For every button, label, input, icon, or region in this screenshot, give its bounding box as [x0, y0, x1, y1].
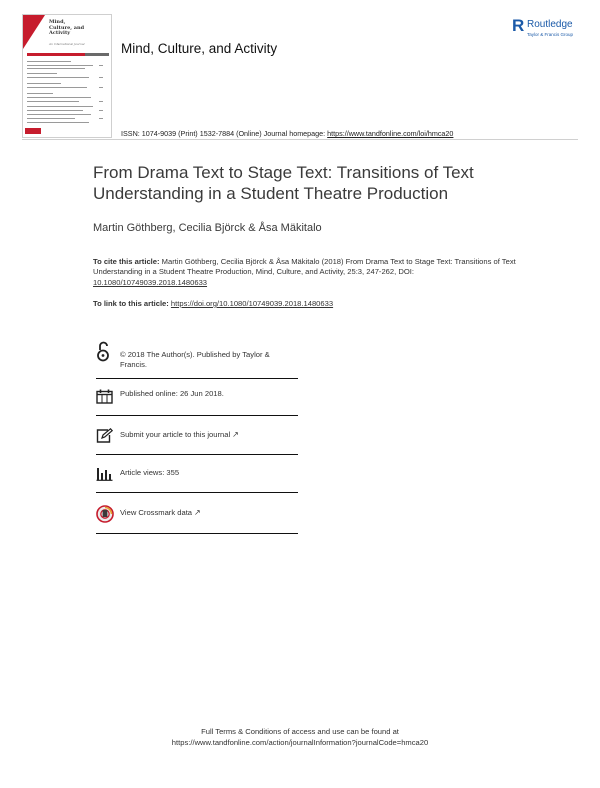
- cover-title-line: Mind,: [49, 19, 66, 25]
- routledge-r-icon: R: [512, 16, 525, 35]
- cover-toc-line: [27, 122, 89, 123]
- cover-toc-line: [27, 77, 89, 78]
- journal-homepage-link[interactable]: https://www.tandfonline.com/loi/hmca20: [327, 129, 454, 138]
- doi-link[interactable]: 10.1080/10749039.2018.1480633: [93, 277, 208, 287]
- cover-toc-line: [27, 65, 93, 66]
- article-authors: Martin Göthberg, Cecilia Björck & Åsa Mäkitalo: [93, 222, 322, 234]
- crossmark-link[interactable]: [120, 505, 201, 518]
- bar-chart-icon: [96, 467, 120, 481]
- cover-toc-page: [99, 65, 103, 66]
- journal-cover-thumbnail: [22, 14, 112, 138]
- article-metadata-list: [96, 341, 298, 534]
- cover-toc-line: [27, 101, 79, 102]
- article-views: Article views: 355: [120, 468, 180, 477]
- cover-toc-page: [99, 110, 103, 111]
- article-url-link[interactable]: https://doi.org/10.1080/10749039.2018.1480633: [170, 299, 334, 308]
- cover-red-corner: [23, 15, 45, 49]
- citation: [93, 257, 523, 288]
- cover-title: [49, 20, 84, 37]
- header-divider: [22, 139, 578, 140]
- issn-text: ISSN: 1074-9039 (Print) 1532-7884 (Online) Journal homepage:: [121, 129, 328, 138]
- cover-toc-page: [99, 87, 103, 88]
- terms-footer: [0, 727, 600, 748]
- meta-published: [96, 379, 298, 416]
- routledge-logo: [512, 17, 594, 41]
- cover-publisher-mark: [25, 128, 41, 134]
- cover-toc-line: [27, 68, 85, 69]
- meta-views: [96, 455, 298, 493]
- issn-line: [121, 129, 453, 138]
- published-date: Published online: 26 Jun 2018.: [120, 389, 224, 398]
- cover-toc-line: [27, 106, 93, 107]
- terms-url-link[interactable]: https://www.tandfonline.com/action/journalInformation?journalCode=hmca20: [171, 737, 429, 747]
- meta-submit[interactable]: [96, 416, 298, 455]
- cover-toc-line: [27, 73, 57, 74]
- cover-toc-line: [27, 114, 91, 115]
- cite-label: To cite this article:: [93, 257, 160, 266]
- cover-toc-line: [27, 93, 53, 94]
- open-access-icon: [96, 341, 120, 363]
- cover-toc-page: [99, 77, 103, 78]
- crossmark-label: View Crossmark data: [120, 508, 193, 517]
- submit-article-link[interactable]: [120, 428, 239, 440]
- meta-copyright: [96, 341, 298, 379]
- meta-crossmark[interactable]: [96, 493, 298, 534]
- cover-toc-line: [27, 61, 71, 62]
- submit-label: Submit your article to this journal: [120, 430, 231, 439]
- external-link-icon: ↗: [194, 508, 201, 517]
- cover-title-line: Activity: [49, 30, 71, 36]
- cover-toc-page: [99, 101, 103, 102]
- cover-header: [23, 15, 111, 49]
- external-link-icon: ↗: [232, 430, 239, 439]
- cite-text: Martin Göthberg, Cecilia Björck & Åsa Mäkitalo (2018) From Drama Text to Stage Text: Transitions of Text Understanding in a Student Theatre Production, Mind, Culture, and Activity, 25:3, 247-262, DOI:: [93, 257, 516, 277]
- calendar-icon: [96, 389, 120, 404]
- cover-toc-line: [27, 83, 61, 84]
- cover-toc-page: [99, 118, 103, 119]
- cover-toc-line: [27, 118, 75, 119]
- cover-toc-line: [27, 110, 83, 111]
- article-title: From Drama Text to Stage Text: Transitions of Text Understanding in a Student Theatre Production: [93, 163, 474, 203]
- cover-toc-line: [27, 97, 91, 98]
- cover-grey-bar: [85, 53, 109, 56]
- copyright-text: © 2018 The Author(s). Published by Taylor & Francis.: [120, 350, 270, 369]
- publisher-tagline: Taylor & Francis Group: [527, 32, 574, 37]
- terms-line: Full Terms & Conditions of access and use can be found at: [201, 727, 399, 736]
- cover-toc-line: [27, 87, 87, 88]
- journal-title: Mind, Culture, and Activity: [121, 41, 278, 56]
- link-label: To link to this article:: [93, 299, 171, 308]
- crossmark-icon: [96, 505, 120, 523]
- cover-title-line: Culture, and: [49, 24, 85, 31]
- edit-icon: [96, 428, 120, 443]
- cover-subtitle: An International Journal: [49, 42, 85, 46]
- article-link-line: [93, 299, 333, 308]
- publisher-name: Routledge: [527, 19, 573, 30]
